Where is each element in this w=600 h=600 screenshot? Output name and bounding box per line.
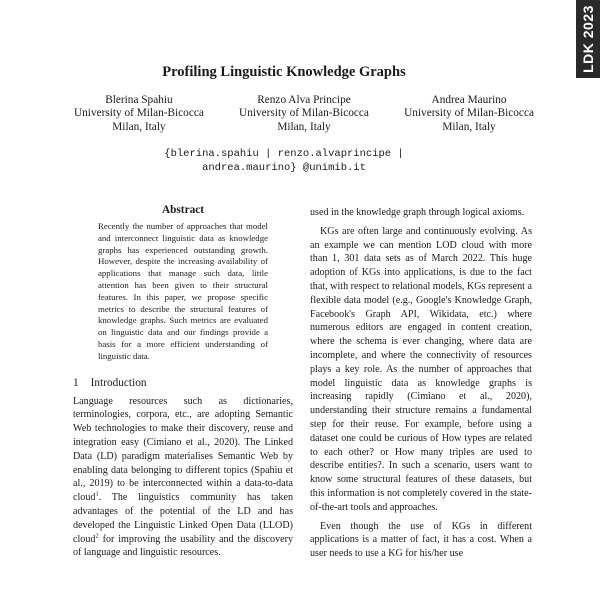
author-affiliation: University of Milan-Bicocca — [404, 107, 534, 120]
footnote-marker[interactable]: 2 — [95, 532, 99, 540]
author-location: Milan, Italy — [442, 120, 496, 133]
left-column — [73, 204, 293, 560]
author-list — [74, 94, 534, 134]
intro-paragraph: Language resources such as dictionaries, terminologies, corpora, etc., are adopting Semantic Web technologies to make their discovery, reuse and integration easy (Cimiano et al., 2020). The Linked Data (LD) paradigm materialises Semantic Web by enabling data belonging to different topics (Spahiu et al., 2019) to be interconnected within a data-to-data cloud$^1$. The linguistics community has taken advantages of the potential of the LD and has developed the Linguistic Linked Open Data (LLOD) cloud$^2$ for improving the usability and the discovery of language and linguistic resources. — [73, 395, 293, 559]
conference-badge — [576, 0, 600, 78]
abstract-heading: Abstract — [161, 204, 205, 216]
section-title: Introduction — [90, 376, 147, 389]
author-block — [74, 94, 204, 134]
conference-badge-label: LDK 2023 — [580, 5, 596, 73]
paper-title: Profiling Linguistic Knowledge Graphs — [162, 64, 406, 80]
author-name: Renzo Alva Principe — [257, 94, 351, 106]
author-block — [404, 94, 534, 134]
author-location: Milan, Italy — [112, 120, 166, 133]
footnote-marker[interactable]: 1 — [95, 490, 99, 498]
paragraph: KGs are often large and continuously evolving. As an example we can mention LOD cloud with more than 1, 301 data sets as of March 2022. This huge adoption of KGs into applications, is due to the fact that, with respect to relational models, KGs represent a flexible data model (e.g., Google's Knowledge Graph, Facebook's Graph API, Wikidata, etc.) where numerous editors are engaged in content creation, where the schema is ever changing, where data are incomplete, and where the connectivity of resources plays a key role. As the number of approaches that model linguistic data as knowledge graphs is increasing rapidly (Cimiano et al., 2020), understanding their structure remains a fundamental step for their reuse. For example, before using a dataset one could be curious of How types are related to each other? or How many triples are used to describe entities?. In such a scenario, users want to know some structural features of these datasets, but this information is not completely covered in the state-of-the-art tools and approaches. — [310, 225, 532, 513]
section-heading — [73, 377, 293, 389]
abstract-text: Recently the number of approaches that model and interconnect linguistic data as knowledge graphs has experienced outstanding growth. However, despite the increasing availability of applications that manage such data, little attention has been given to their structural features. In this paper, we propose specific metrics to describe the structural features of knowledge graphs. Such metrics are evaluated on linguistic data and our findings provide a basis for a more efficient understanding of linguistic data. — [98, 221, 268, 361]
right-column — [310, 206, 532, 561]
author-affiliation: University of Milan-Bicocca — [74, 107, 204, 120]
paragraph: Even though the use of KGs in different applications is a matter of fact, it has a cost. When a user needs to use a KG for his/her use — [310, 520, 532, 560]
author-emails — [0, 148, 568, 175]
author-block — [239, 94, 369, 134]
paragraph: used in the knowledge graph through logical axioms. — [310, 207, 525, 218]
author-location: Milan, Italy — [277, 120, 331, 133]
section-number: 1 — [73, 376, 79, 389]
author-name: Blerina Spahiu — [105, 94, 173, 106]
author-name: Andrea Maurino — [431, 94, 507, 106]
email-line: andrea.maurino} @unimib.it — [202, 161, 366, 174]
email-line: {blerina.spahiu | renzo.alvaprincipe | — [164, 148, 404, 160]
author-affiliation: University of Milan-Bicocca — [239, 107, 369, 120]
